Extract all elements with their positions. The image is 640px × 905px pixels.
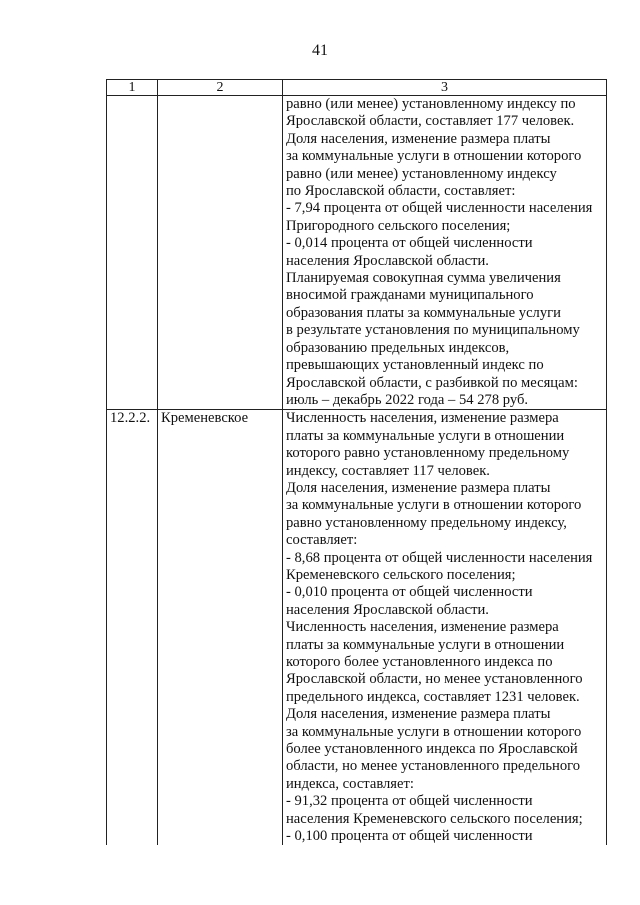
text-line: индексу, составляет 117 человек. (286, 462, 490, 479)
text-line: Доля населения, изменение размера платы (286, 479, 551, 496)
settlement-name-cell: Кременевское (158, 410, 283, 846)
text-line: за коммунальные услуги в отношении которого (286, 148, 582, 165)
text-line: Планируемая совокупная сумма увеличения (286, 270, 561, 287)
text-line: населения Кременевского сельского поселения; (286, 810, 583, 827)
text-line: Численность населения, изменение размера (286, 619, 559, 636)
text-line: Пригородного сельского поселения; (286, 217, 511, 234)
text-line: индекса, составляет: (286, 775, 414, 792)
text-line: Численность населения, изменение размера (286, 410, 559, 427)
text-line: - 8,68 процента от общей численности населения (286, 549, 593, 566)
text-line: образования платы за коммунальные услуги (286, 304, 561, 321)
text-line: области, но менее установленного предельного (286, 758, 581, 775)
text-line: по Ярославской области, составляет: (286, 183, 516, 200)
text-line: платы за коммунальные услуги в отношении (286, 636, 565, 653)
text-line: равно (или менее) установленному индексу (286, 165, 557, 182)
document-table (106, 79, 607, 845)
column-header-1: 1 (107, 80, 158, 96)
table-row (107, 410, 607, 846)
text-line: Ярославской области, с разбивкой по месяцам: (286, 374, 578, 391)
description-cell (283, 96, 607, 410)
text-line: в результате установления по муниципальному (286, 322, 580, 339)
text-line: Ярославской области, составляет 177 человек. (286, 113, 575, 130)
text-line: которого равно установленному предельному (286, 445, 570, 462)
settlement-name-cell (158, 96, 283, 410)
text-line: - 91,32 процента от общей численности (286, 793, 533, 810)
text-line: за коммунальные услуги в отношении которого (286, 497, 582, 514)
text-line: платы за коммунальные услуги в отношении (286, 427, 565, 444)
text-line: образованию предельных индексов, (286, 339, 510, 356)
text-line: равно (или менее) установленному индексу по (286, 96, 576, 112)
page-number: 41 (312, 42, 328, 59)
text-line: предельного индекса, составляет 1231 человек. (286, 688, 580, 705)
text-line: - 0,100 процента от общей численности (286, 828, 533, 845)
text-line: июль – декабрь 2022 года – 54 278 руб. (286, 391, 529, 408)
row-number-cell (107, 96, 158, 410)
text-line: которого более установленного индекса по (286, 654, 553, 670)
text-line: населения Ярославской области. (286, 601, 489, 618)
text-line: Кременевского сельского поселения; (286, 566, 516, 583)
column-header-2: 2 (158, 80, 283, 96)
text-line: - 0,010 процента от общей численности (286, 584, 533, 601)
text-line: Ярославской области, но менее установленного (286, 671, 583, 688)
text-line: равно установленному предельному индексу, (286, 514, 567, 531)
text-line: Доля населения, изменение размера платы (286, 706, 551, 723)
text-line: населения Ярославской области. (286, 252, 489, 269)
description-cell (283, 410, 607, 846)
table-header-row (107, 80, 607, 96)
text-line: составляет: (286, 532, 358, 549)
text-line: более установленного индекса по Ярославской (286, 741, 578, 758)
text-line: Доля населения, изменение размера платы (286, 130, 551, 147)
text-line: - 0,014 процента от общей численности (286, 235, 533, 252)
text-line: вносимой гражданами муниципального (286, 287, 534, 304)
text-line: за коммунальные услуги в отношении которого (286, 723, 582, 740)
column-header-3: 3 (283, 80, 607, 96)
text-line: - 7,94 процента от общей численности населения (286, 200, 593, 217)
row-number-cell: 12.2.2. (107, 410, 158, 846)
text-line: превышающих установленный индекс по (286, 357, 544, 374)
table-row (107, 96, 607, 410)
